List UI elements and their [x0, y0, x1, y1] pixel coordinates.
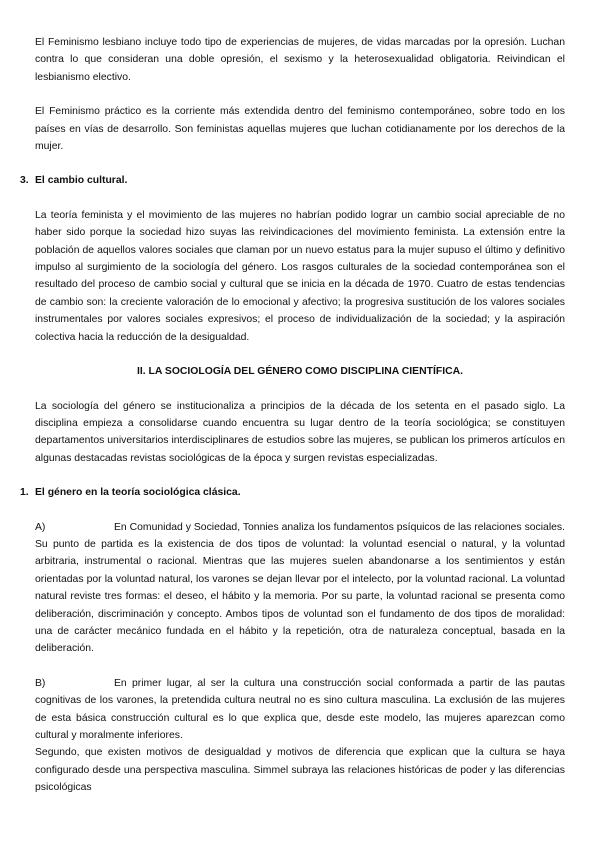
item-text: En primer lugar, al ser la cultura una construcción social conformada a partir de las pautas cognitivas de los varones, la pretendida cultura neutral no es sino cultura masculina. La exclusión de las mujeres de esta básica construcción cultural es lo que explica que, desde este modelo, las mujeres aparezcan como cultural y moralmente inferiores.	[35, 677, 565, 741]
item-letter: A)	[35, 521, 46, 533]
paragraph-practical-feminism: El Feminismo práctico es la corriente más extendida dentro del feminismo contemporáneo, sobre todo en los países en vías de desarrollo. Son feministas aquellas mujeres que luchan cotidianamente por los derechos de la mujer.	[35, 106, 565, 153]
heading-cultural-change	[20, 172, 565, 189]
document-page	[20, 34, 565, 797]
list-item-a	[35, 519, 565, 658]
heading-number: 1.	[20, 487, 29, 499]
item-text: En Comunidad y Sociedad, Tonnies analiza los fundamentos psíquicos de las relaciones sociales. Su punto de partida es la existencia de dos tipos de voluntad: la voluntad esencial o natural, y la voluntad arbitraria, instrumental o racional. Mientras que las mujeres suelen abandonarse a los sentimientos y están orientadas por la voluntad natural, los varones se dejan llevar por el intelecto, por la voluntad racional. La voluntad natural reviste tres formas: el deseo, el hábito y la memoria. Por su parte, la voluntad racional se presenta como deliberación, discriminación y concepto. Ambos tipos de voluntad son el fundamento de dos tipos de moralidad: una de carácter mecánico fundada en el hábito y la repetición, otra de naturaleza conceptual, basada en la deliberación.	[35, 521, 565, 655]
paragraph-lesbian-feminism: El Feminismo lesbiano incluye todo tipo de experiencias de mujeres, de vidas marcadas por la opresión. Luchan contra lo que consideran una doble opresión, el sexismo y la heterosexualidad obligatoria. Reivindican el lesbianismo electivo.	[35, 37, 565, 83]
paragraph-institutionalization: La sociología del género se institucionaliza a principios de la década de los setenta en el pasado siglo. La disciplina empieza a consolidarse cuando encuentra su lugar dentro de la teoría sociológica; se constituyen departamentos universitarios interdisciplinares de estudios sobre las mujeres, se publican los primeros artículos en algunas destacadas revistas sociológicas de la época y surgen revistas especializadas.	[35, 400, 565, 464]
heading-label: El cambio cultural.	[35, 175, 128, 187]
list-item-b	[35, 675, 565, 745]
paragraph-item-b-continuation: Segundo, que existen motivos de desigualdad y motivos de diferencia que explican que la cultura se haya configurado desde una perspectiva masculina. Simmel subraya las relaciones históricas de poder y las diferencias psicológicas	[35, 747, 565, 794]
heading-number: 3.	[20, 175, 29, 187]
item-letter: B)	[35, 677, 46, 689]
section-title: II. LA SOCIOLOGÍA DEL GÉNERO COMO DISCIPLINA CIENTÍFICA.	[137, 366, 463, 378]
paragraph-cultural-change: La teoría feminista y el movimiento de las mujeres no habrían podido lograr un cambio social apreciable de no haber sido porque la sociedad hizo suyas las reivindicaciones del movimiento feminista. La extensión entre la población de aquellos valores sociales que claman por un nuevo estatus para la mujer supuso el último y definitivo impulso al surgimiento de la sociología del género. Los rasgos culturales de la sociedad contemporánea son el resultado del proceso de cambio social y cultural que se inicia en la década de 1970. Cuatro de estas tendencias de cambio son: la creciente valoración de lo emocional y afectivo; la progresiva sustitución de los valores sociales instrumentales por valores sociales expresivos; el proceso de individualización de la sociedad; y la aspiración colectiva hacia la reducción de la desigualdad.	[35, 209, 565, 343]
heading-classical-theory	[20, 484, 565, 501]
heading-label: El género en la teoría sociológica clásica.	[35, 487, 241, 499]
